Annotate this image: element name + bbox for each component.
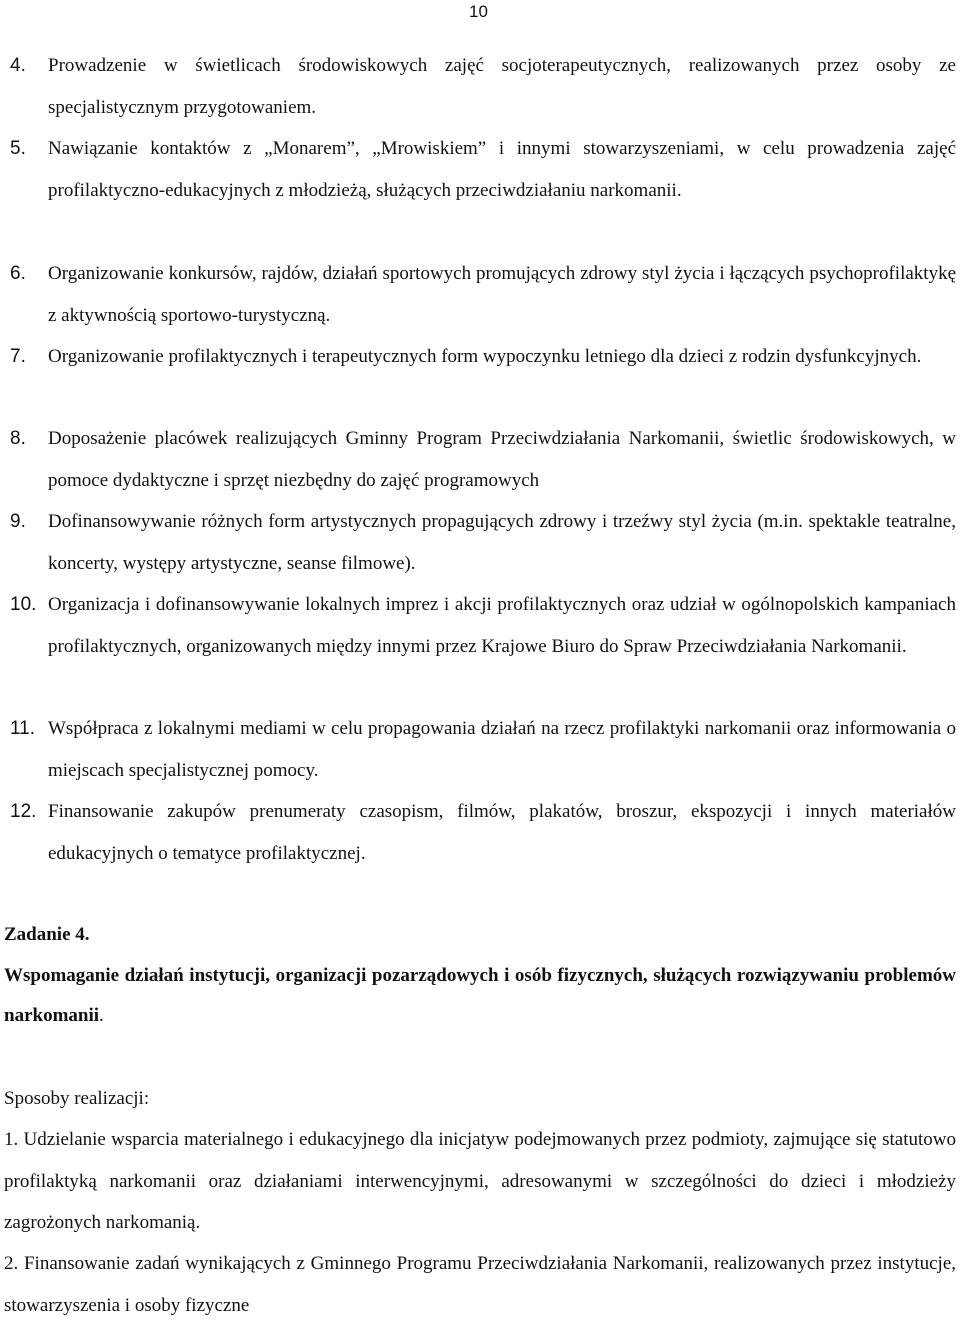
list-item-number: 12. <box>10 801 37 822</box>
list-item-number: 9. <box>10 511 26 532</box>
list-item <box>10 253 956 336</box>
page-number: 10 <box>469 2 488 21</box>
list-item <box>10 128 956 211</box>
list-item <box>10 791 956 874</box>
list-item-text: Współpraca z lokalnymi mediami w celu propagowania działań na rzecz profilaktyki narkomanii oraz informowania o miejscach specjalistycznej pomocy. <box>48 718 956 781</box>
list-item-number: 8. <box>10 428 26 449</box>
list-item <box>10 584 956 667</box>
list-item-text: Finansowanie zakupów prenumeraty czasopism, filmów, plakatów, broszur, ekspozycji i innych materiałów edukacyjnych o tematyce profilaktycznej. <box>48 801 956 864</box>
list-item-text: Nawiązanie kontaktów z „Monarem”, „Mrowiskiem” i innymi stowarzyszeniami, w celu prowadzenia zajęć profilaktyczno-edukacyjnych z młodzieżą, służących przeciwdziałaniu narkomanii. <box>48 138 956 201</box>
list-item-number: 10. <box>10 594 37 615</box>
list-item <box>10 45 956 128</box>
list-item-number: 11. <box>10 718 36 739</box>
list-item-number: 5. <box>10 138 26 159</box>
methods-label: Sposoby realizacji: <box>4 1088 150 1109</box>
list-item-number: 7. <box>10 346 26 367</box>
methods-item-1: 1. Udzielanie wsparcia materialnego i edukacyjnego dla inicjatyw podejmowanych przez podmioty, zajmujące się statutowo profilaktyką narkomanii oraz działaniami interwencyjnymi, adresowanymi w szczególności do dzieci i młodzieży zagrożonych narkomanią. <box>4 1129 956 1233</box>
task-subtitle <box>4 956 956 1036</box>
task-subtitle-text: Wspomaganie działań instytucji, organizacji pozarządowych i osób fizycznych, służących rozwiązywaniu problemów narkomanii <box>4 965 956 1026</box>
list-item-text: Prowadzenie w świetlicach środowiskowych zajęć socjoterapeutycznych, realizowanych przez osoby ze specjalistycznym przygotowaniem. <box>48 55 956 118</box>
task-title: Zadanie 4. <box>4 924 90 945</box>
list-item-text: Organizacja i dofinansowywanie lokalnych imprez i akcji profilaktycznych oraz udział w ogólnopolskich kampaniach profilaktycznych, organizowanych między innymi przez Krajowe Biuro do Spraw Przeciwdziałania Narkomanii. <box>48 594 956 657</box>
list-item-text: Doposażenie placówek realizujących Gminny Program Przeciwdziałania Narkomanii, świetlic środowiskowych, w pomoce dydaktyczne i sprzęt niezbędny do zajęć programowych <box>48 428 956 491</box>
list-item <box>10 418 956 501</box>
list-item-text: Dofinansowywanie różnych form artystycznych propagujących zdrowy i trzeźwy styl życia (m.in. spektakle teatralne, koncerty, występy artystyczne, seanse filmowe). <box>48 511 956 574</box>
task-subtitle-period: . <box>99 1005 104 1026</box>
list-item-text: Organizowanie profilaktycznych i terapeutycznych form wypoczynku letniego dla dzieci z rodzin dysfunkcyjnych. <box>48 346 922 367</box>
list-item-number: 4. <box>10 55 26 76</box>
list-item-text: Organizowanie konkursów, rajdów, działań sportowych promujących zdrowy styl życia i łączących psychoprofilaktykę z aktywnością sportowo-turystyczną. <box>48 263 956 326</box>
list-item-number: 6. <box>10 263 26 284</box>
list-item <box>10 336 956 378</box>
list-item <box>10 708 956 791</box>
methods-item-2: 2. Finansowanie zadań wynikających z Gminnego Programu Przeciwdziałania Narkomanii, realizowanych przez instytucje, stowarzyszenia i osoby fizyczne <box>4 1253 956 1316</box>
list-item <box>10 501 956 584</box>
